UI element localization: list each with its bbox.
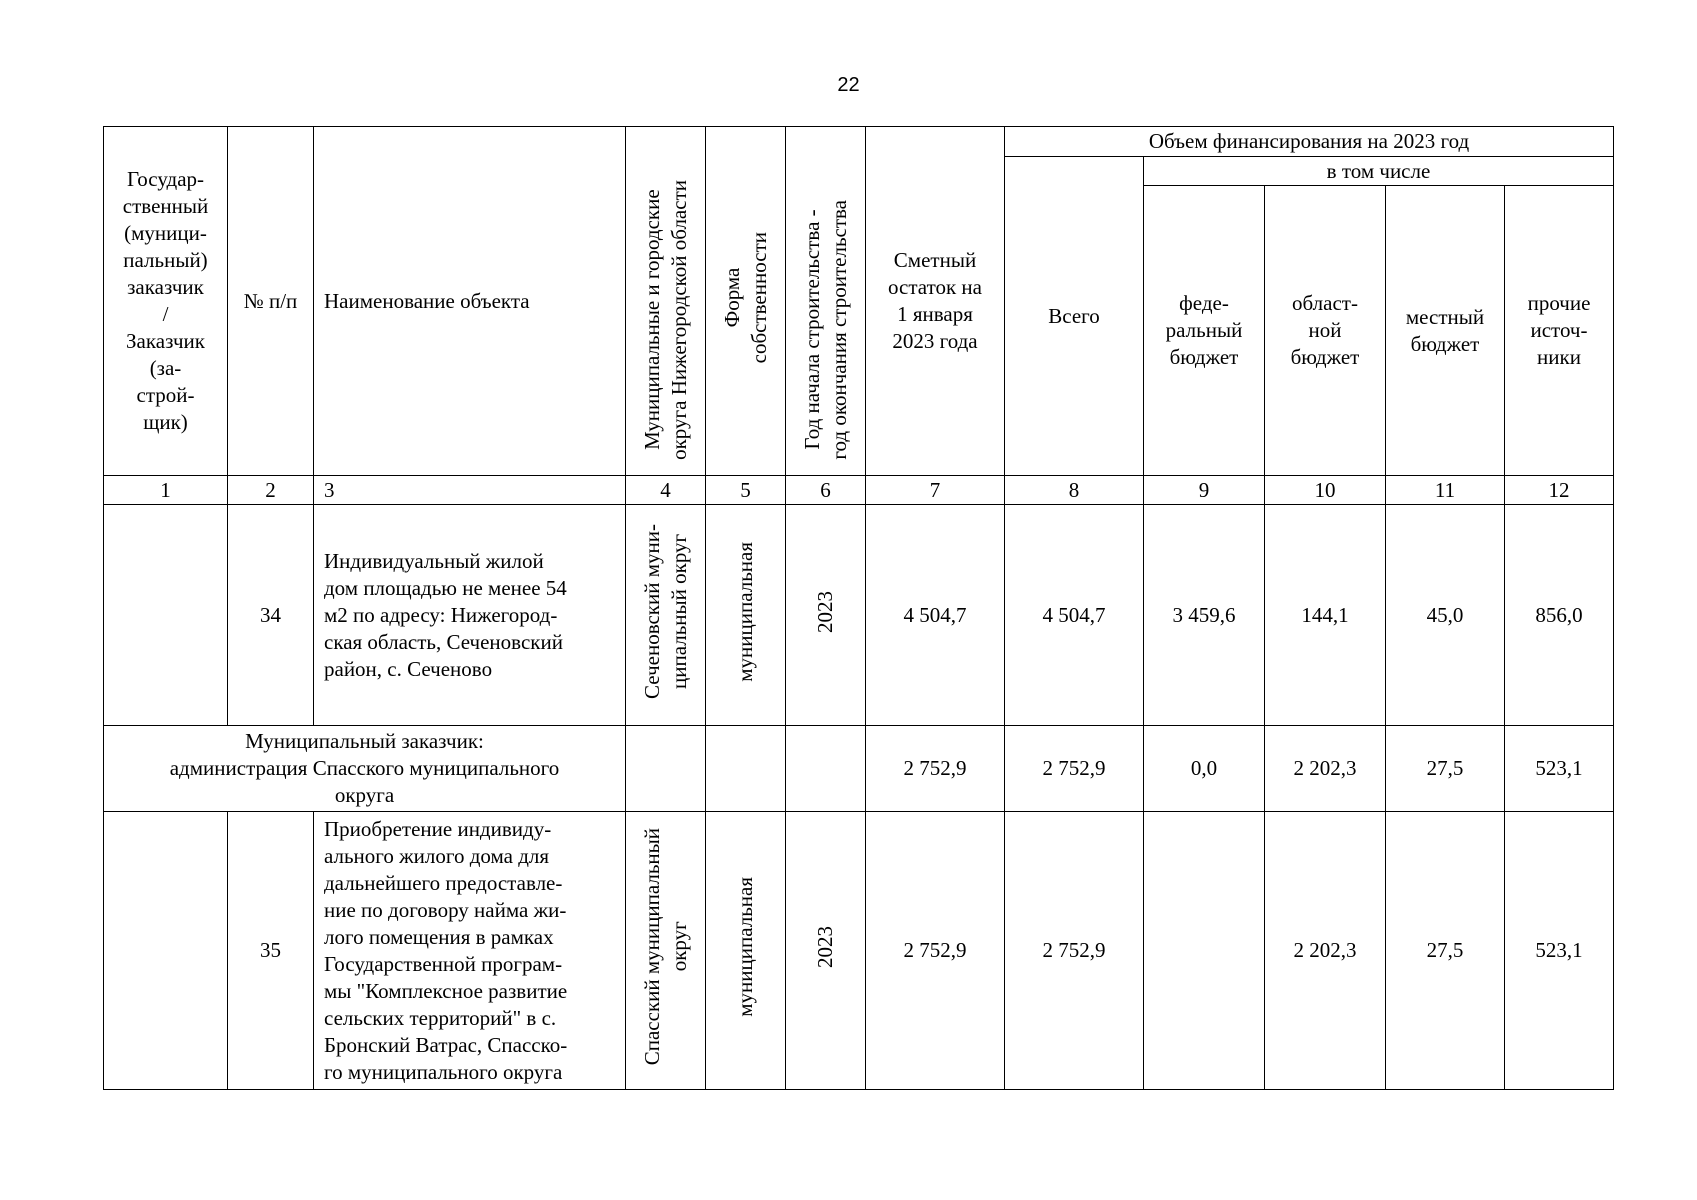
subtotal-estimate: 2 752,9 bbox=[866, 726, 1005, 812]
column-number: 2 bbox=[228, 476, 314, 505]
row-total: 2 752,9 bbox=[1005, 812, 1144, 1090]
page-number: 22 bbox=[837, 74, 860, 96]
row-district: Сеченовский муни- ципальный округ bbox=[626, 505, 706, 726]
column-number: 7 bbox=[866, 476, 1005, 505]
header-ownership: Форма собственности bbox=[706, 127, 786, 476]
row-estimate: 2 752,9 bbox=[866, 812, 1005, 1090]
header-num: № п/п bbox=[228, 127, 314, 476]
row-num: 34 bbox=[228, 505, 314, 726]
subtotal-district bbox=[626, 726, 706, 812]
row-local: 45,0 bbox=[1386, 505, 1505, 726]
row-customer bbox=[104, 812, 228, 1090]
row-regional: 2 202,3 bbox=[1265, 812, 1386, 1090]
column-number: 4 bbox=[626, 476, 706, 505]
header-local: местный бюджет bbox=[1386, 186, 1505, 476]
header-including: в том числе bbox=[1144, 157, 1614, 186]
row-estimate: 4 504,7 bbox=[866, 505, 1005, 726]
row-local: 27,5 bbox=[1386, 812, 1505, 1090]
row-object-name: Приобретение индивиду- ального жилого дома для дальнейшего предоставле- ние по договору найма жи- лого помещения в рамках Государственной програм- мы "Комплексное развитие сельских территорий" в с. Бронский Ватрас, Спасско- го муниципального округа bbox=[314, 812, 626, 1090]
subtotal-regional: 2 202,3 bbox=[1265, 726, 1386, 812]
header-customer: Государ- ственный (муници- пальный) заказчик / Заказчик (за- строй- щик) bbox=[104, 127, 228, 476]
header-object-name: Наименование объекта bbox=[314, 127, 626, 476]
row-district: Спасский муниципальный округ bbox=[626, 812, 706, 1090]
column-number: 3 bbox=[314, 476, 626, 505]
row-federal: 3 459,6 bbox=[1144, 505, 1265, 726]
row-other: 856,0 bbox=[1505, 505, 1614, 726]
column-number: 10 bbox=[1265, 476, 1386, 505]
subtotal-total: 2 752,9 bbox=[1005, 726, 1144, 812]
subtotal-local: 27,5 bbox=[1386, 726, 1505, 812]
column-number: 5 bbox=[706, 476, 786, 505]
column-number: 8 bbox=[1005, 476, 1144, 505]
column-number: 12 bbox=[1505, 476, 1614, 505]
header-districts: Муниципальные и городские округа Нижегородской области bbox=[626, 127, 706, 476]
table-row bbox=[104, 505, 1614, 726]
header-regional: област- ной бюджет bbox=[1265, 186, 1386, 476]
row-other: 523,1 bbox=[1505, 812, 1614, 1090]
subtotal-label: Муниципальный заказчик: администрация Спасского муниципального округа bbox=[104, 726, 626, 812]
row-federal bbox=[1144, 812, 1265, 1090]
subtotal-ownership bbox=[706, 726, 786, 812]
financing-table bbox=[103, 126, 1614, 1090]
subtotal-row bbox=[104, 726, 1614, 812]
row-regional: 144,1 bbox=[1265, 505, 1386, 726]
column-number: 9 bbox=[1144, 476, 1265, 505]
row-num: 35 bbox=[228, 812, 314, 1090]
row-years: 2023 bbox=[786, 812, 866, 1090]
column-number: 1 bbox=[104, 476, 228, 505]
row-customer bbox=[104, 505, 228, 726]
header-total: Всего bbox=[1005, 157, 1144, 476]
header-financing: Объем финансирования на 2023 год bbox=[1005, 127, 1614, 157]
row-object-name: Индивидуальный жилой дом площадью не менее 54 м2 по адресу: Нижегород- ская область, Сеченовский район, с. Сеченово bbox=[314, 505, 626, 726]
column-number: 11 bbox=[1386, 476, 1505, 505]
row-total: 4 504,7 bbox=[1005, 505, 1144, 726]
header-years: Год начала строительства - год окончания строительства bbox=[786, 127, 866, 476]
row-ownership: муниципальная bbox=[706, 812, 786, 1090]
row-ownership: муниципальная bbox=[706, 505, 786, 726]
subtotal-federal: 0,0 bbox=[1144, 726, 1265, 812]
header-other: прочие источ- ники bbox=[1505, 186, 1614, 476]
header-federal: феде- ральный бюджет bbox=[1144, 186, 1265, 476]
column-numbers-row bbox=[104, 476, 1614, 505]
subtotal-years bbox=[786, 726, 866, 812]
table-row bbox=[104, 812, 1614, 1090]
header-estimate: Сметный остаток на 1 января 2023 года bbox=[866, 127, 1005, 476]
row-years: 2023 bbox=[786, 505, 866, 726]
column-number: 6 bbox=[786, 476, 866, 505]
subtotal-other: 523,1 bbox=[1505, 726, 1614, 812]
